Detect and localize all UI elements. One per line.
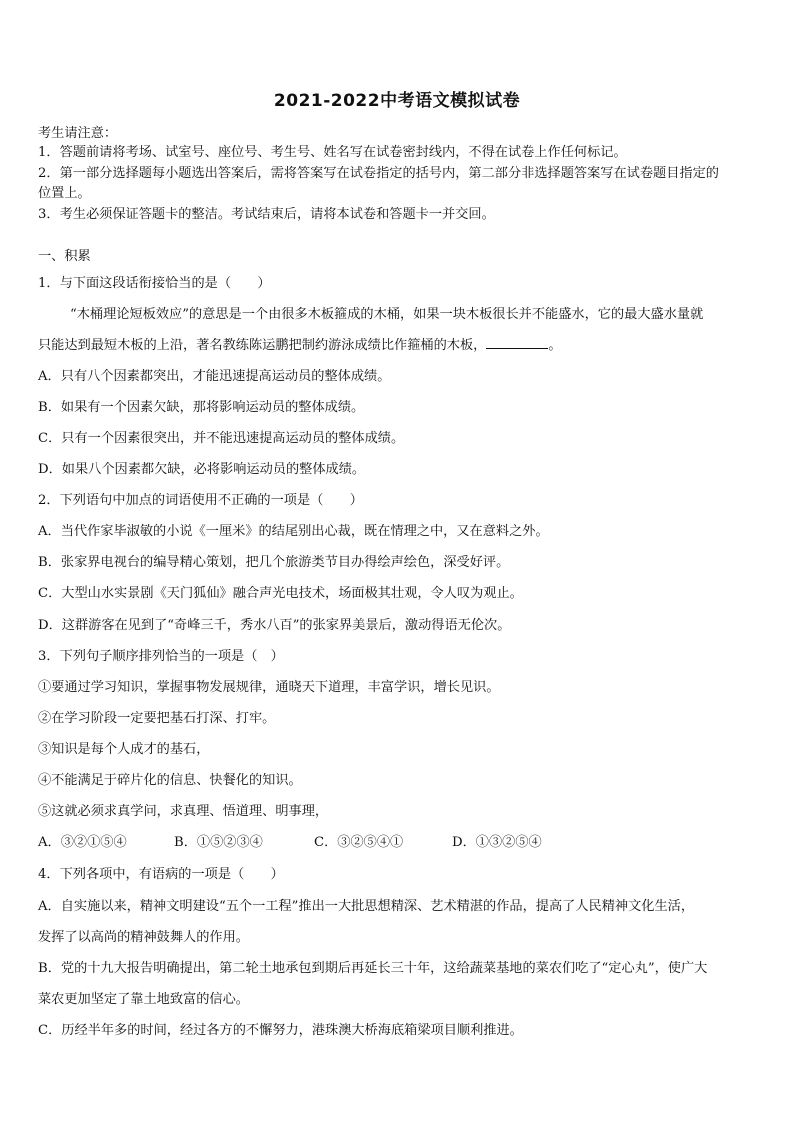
sentence-item: ⑤这就必须求真学问，求真理、悟道理、明事理， [38, 804, 329, 819]
section-heading: 一、积累 [38, 249, 91, 264]
sentence-item: ③知识是每个人成才的基石， [38, 742, 210, 757]
passage-text: 只能达到最短木板的上沿，著名教练陈运鹏把制约游泳成绩比作箍桶的木板， [38, 338, 487, 353]
option-line: 菜农更加坚定了靠土地致富的信心。 [38, 992, 249, 1007]
option-b: B．如果有一个因素欠缺，那将影响运动员的整体成绩。 [38, 400, 365, 415]
sentence-item: ②在学习阶段一定要把基石打深、打牢。 [38, 711, 276, 726]
notice-item: 3．考生必须保证答题卡的整洁。考试结束后，请将本试卷和答题卡一并交回。 [38, 207, 495, 222]
passage-end: 。 [548, 338, 562, 353]
passage-line: “木桶理论短板效应”的意思是一个由很多木板箍成的木桶，如果一块木板很长并不能盛水，它的最大盛水量就 [70, 307, 704, 322]
passage-line [38, 334, 562, 353]
option-line: B．党的十九大报告明确提出，第二轮土地承包到期后再延长三十年，这给蔬菜基地的菜农们吃了“定心丸”，使广大 [38, 961, 708, 976]
question-stem-1: 1．与下面这段话衔接恰当的是（ ） [38, 276, 271, 291]
option-line: A．自实施以来，精神文明建设“五个一工程”推出一大批思想精深、艺术精湛的作品，提高了人民精神文化生活， [38, 899, 695, 914]
question-stem-4: 4．下列各项中，有语病的一项是（ ） [38, 867, 284, 882]
option-a: A．只有八个因素都突出，才能迅速提高运动员的整体成绩。 [38, 369, 391, 384]
notice-item: 1．答题前请将考场、试室号、座位号、考生号、姓名写在试卷密封线内，不得在试卷上作任何标记。 [38, 145, 627, 160]
notice-heading: 考生请注意： [38, 126, 118, 141]
option-line: C．历经半年多的时间，经过各方的不懈努力，港珠澳大桥海底箱梁项目顺利推进。 [38, 1023, 523, 1038]
option-b: B．①⑤②③④ [174, 835, 263, 850]
notice-item: 位置上。 [38, 186, 91, 201]
option-b: B．张家界电视台的编导精心策划，把几个旅游类节目办得绘声绘色，深受好评。 [38, 555, 510, 570]
sentence-item: ①要通过学习知识，掌握事物发展规律，通晓天下道理，丰富学识，增长见识。 [38, 680, 500, 695]
question-stem-3: 3．下列句子顺序排列恰当的一项是（ ） [38, 649, 284, 664]
fill-blank [486, 336, 548, 349]
option-d: D．①③②⑤④ [452, 835, 542, 850]
options-row [38, 831, 542, 850]
sentence-item: ④不能满足于碎片化的信息、快餐化的知识。 [38, 773, 302, 788]
option-line: 发挥了以高尚的精神鼓舞人的作用。 [38, 930, 249, 945]
question-stem-2: 2．下列语句中加点的词语使用不正确的一项是（ ） [38, 493, 363, 508]
option-c: C．大型山水实景剧《天门狐仙》融合声光电技术，场面极其壮观，令人叹为观止。 [38, 586, 523, 601]
option-a: A．当代作家毕淑敏的小说《一厘米》的结尾别出心裁，既在情理之中，又在意料之外。 [38, 524, 549, 539]
option-d: D．这群游客在见到了“奇峰三千，秀水八百”的张家界美景后，激动得语无伦次。 [38, 618, 511, 633]
option-c: C．③②⑤④① [314, 835, 404, 850]
option-a: A．③②①⑤④ [38, 835, 127, 850]
page-title: 2021-2022中考语文模拟试卷 [273, 91, 521, 111]
option-c: C．只有一个因素很突出，并不能迅速提高运动员的整体成绩。 [38, 431, 405, 446]
notice-item: 2．第一部分选择题每小题选出答案后，需将答案写在试卷指定的括号内，第二部分非选择题答案写在试卷题目指定的 [38, 166, 719, 181]
option-d: D．如果八个因素都欠缺，必将影响运动员的整体成绩。 [38, 462, 366, 477]
